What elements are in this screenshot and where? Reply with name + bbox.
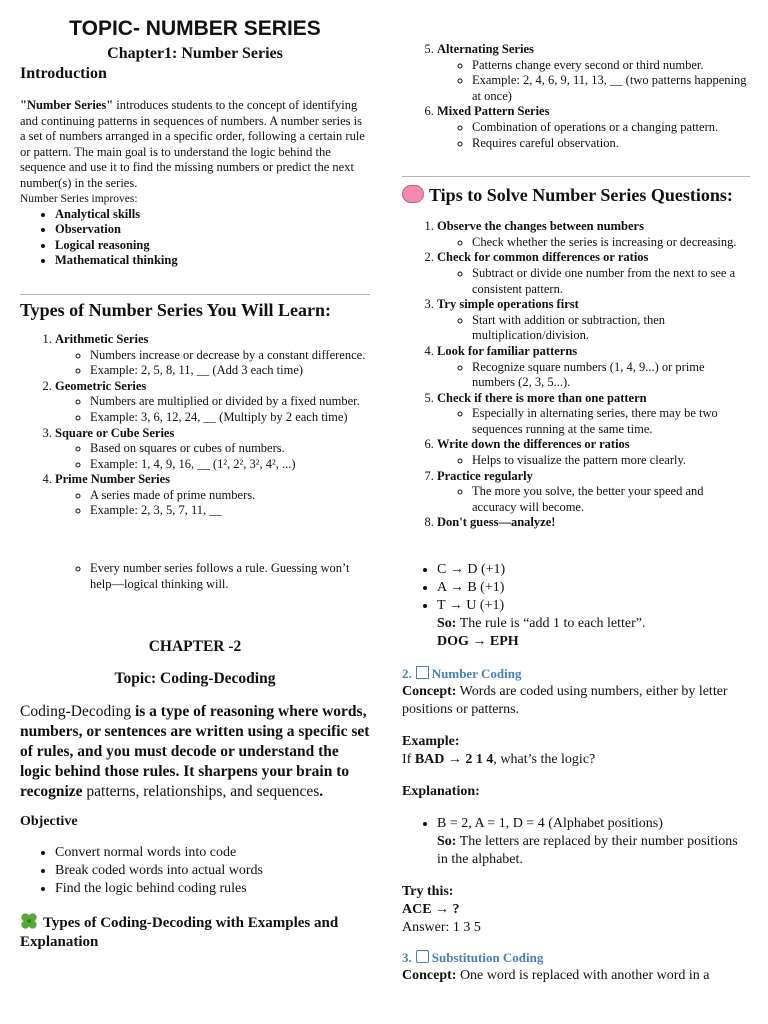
tip-title: Practice regularly — [437, 468, 533, 483]
list-item: ◦ Example: 2, 5, 8, 11, __ (Add 3 each time) — [90, 363, 370, 379]
intro-text: introduces students to the concept of identifying and continuing patterns in sequences of numbers. A number series is a set of numbers arranged in a specific order, following a certain rule or pattern. The main goal is to understand the logic behind the sequence and use it to find the missing numbers or predict the next number(s) in the series. — [20, 98, 365, 190]
tip-title: Look for familiar patterns — [437, 343, 578, 358]
list-item: ◦ Numbers increase or decrease by a constant difference. — [90, 348, 370, 364]
rule-note-list — [20, 561, 370, 592]
types-heading: Types of Number Series You Will Learn: — [20, 299, 332, 320]
list-item — [437, 344, 750, 391]
explanation-label: Explanation: — [402, 784, 480, 800]
expl-so: So: — [437, 834, 457, 850]
section-number: 2. — [402, 666, 412, 682]
concept-number — [402, 683, 750, 719]
list-item: • Analytical skills — [55, 207, 370, 223]
list-item: ◦ Example: 3, 6, 12, 24, __ (Multiply by 2 each time) — [90, 410, 370, 426]
right-column — [402, 0, 750, 985]
type-title: Square or Cube Series — [55, 425, 175, 440]
tip-title: Don't guess—analyze! — [437, 515, 556, 530]
example-if: If — [402, 752, 415, 768]
list-item: • Logical reasoning — [55, 238, 370, 254]
letter-shift-list — [402, 561, 750, 651]
list-item: ◦ Based on squares or cubes of numbers. — [90, 441, 370, 457]
improves-list — [20, 207, 370, 269]
substitution-coding-heading — [402, 949, 750, 967]
type-title: Prime Number Series — [55, 472, 171, 487]
concept-label: Concept: — [402, 968, 457, 984]
divider — [20, 294, 370, 295]
intro-heading: Introduction — [20, 65, 107, 82]
list-item: ◦ Numbers are multiplied or divided by a fixed number. — [90, 394, 370, 410]
list-item — [437, 250, 750, 297]
page-title: TOPIC- NUMBER SERIES — [69, 17, 321, 40]
list-item: ◦ Example: 1, 4, 9, 16, __ (1², 2², 3², 4², ...) — [90, 457, 370, 473]
list-item — [437, 391, 750, 438]
list-item: ◦ Combination of operations or a changing pattern. — [472, 120, 750, 136]
types-cd-heading — [20, 912, 370, 952]
list-item: ◦ Example: 2, 4, 6, 9, 11, 13, __ (two patterns happening at once) — [472, 73, 750, 104]
objective-list — [20, 844, 370, 898]
example-block — [402, 733, 750, 769]
shift-text: T → U (+1) — [437, 598, 505, 614]
list-item: ◦ Especially in alternating series, there may be two sequences running at the same time. — [472, 406, 750, 437]
list-item: ◦ Example: 2, 3, 5, 7, 11, __ — [90, 503, 370, 519]
intro-paragraph — [20, 98, 370, 192]
topic2-heading: Topic: Coding-Decoding — [114, 670, 276, 688]
tips-heading — [402, 183, 750, 207]
chapter1-heading: Chapter1: Number Series — [107, 45, 283, 62]
list-item: ◦ Requires careful observation. — [472, 136, 750, 152]
section-title: Substitution Coding — [431, 950, 544, 966]
explanation-list — [402, 815, 750, 869]
list-item — [437, 515, 750, 531]
objective-heading: Objective — [20, 814, 78, 830]
concept-text: Words are coded using numbers, either by letter positions or patterns. — [402, 684, 728, 718]
numbers-icon — [416, 666, 429, 679]
list-item: ◦ Start with addition or subtraction, then multiplication/division. — [472, 313, 750, 344]
chapter2-heading: CHAPTER -2 — [148, 638, 242, 656]
types-cd-text: Types of Coding-Decoding with Examples and Explanation — [20, 915, 339, 951]
list-item — [437, 297, 750, 344]
concept-substitution — [402, 967, 750, 985]
tip-title: Try simple operations first — [437, 297, 579, 312]
answer: Answer: 1 3 5 — [402, 920, 481, 936]
try-block — [402, 883, 750, 937]
clover-icon — [20, 912, 38, 930]
coding-decoding-paragraph — [20, 702, 370, 802]
list-item — [437, 815, 750, 869]
cd-end: . — [319, 783, 324, 801]
so-label: So: — [437, 616, 457, 632]
example-bad: BAD → 2 1 4 — [414, 752, 494, 768]
type-title: Alternating Series — [437, 42, 534, 56]
so-rule: The rule is “add 1 to each letter”. — [456, 616, 646, 632]
refresh-icon — [416, 950, 429, 963]
list-item: ◦ Recognize square numbers (1, 4, 9...) or prime numbers (2, 3, 5...). — [472, 360, 750, 391]
example-q: , what’s the logic? — [493, 752, 596, 768]
expl-so-text: The letters are replaced by their number positions in the alphabet. — [437, 834, 738, 868]
list-item: • Convert normal words into code — [55, 844, 370, 862]
improves-label: Number Series improves: — [20, 192, 138, 205]
types-list-continued — [402, 42, 750, 151]
try-label: Try this: — [402, 884, 454, 900]
list-item: ◦ Check whether the series is increasing or decreasing. — [472, 235, 750, 251]
tips-list — [402, 219, 750, 531]
number-coding-heading — [402, 665, 750, 683]
tip-title: Observe the changes between numbers — [437, 219, 644, 234]
list-item: • Mathematical thinking — [55, 253, 370, 269]
left-column — [20, 0, 370, 952]
intro-bold: "Number Series" — [20, 98, 114, 112]
cd-bold: is a type of reasoning where words, numbers, or sentences are written using a specific set of rules, and you must decode or understand the logic behind those rules. It sharpens your brain to recognize — [20, 703, 370, 801]
list-item — [55, 332, 370, 379]
example-label: Example: — [402, 734, 460, 750]
list-item — [55, 379, 370, 426]
rule-note: ◦ Every number series follows a rule. Guessing won’t help—logical thinking will. — [90, 561, 370, 592]
types-list — [20, 332, 370, 519]
list-item: ◦ Subtract or divide one number from the next to see a consistent pattern. — [472, 266, 750, 297]
tip-title: Check for common differences or ratios — [437, 250, 649, 265]
list-item — [55, 472, 370, 519]
list-item — [55, 426, 370, 473]
list-item: • C → D (+1) — [437, 561, 750, 579]
brain-icon — [402, 185, 424, 203]
list-item: ◦ Patterns change every second or third number. — [472, 58, 750, 74]
list-item: • Break coded words into actual words — [55, 862, 370, 880]
list-item: ◦ The more you solve, the better your speed and accuracy will become. — [472, 484, 750, 515]
dog-line: DOG → EPH — [437, 634, 519, 650]
tip-title: Write down the differences or ratios — [437, 437, 630, 452]
list-item — [437, 42, 750, 104]
type-title: Geometric Series — [55, 378, 147, 393]
list-item — [437, 469, 750, 516]
concept-label: Concept: — [402, 684, 457, 700]
divider — [402, 176, 750, 177]
concept-text: One word is replaced with another word in a — [456, 968, 710, 984]
cd-lead: Coding-Decoding — [20, 703, 132, 721]
list-item: • Find the logic behind coding rules — [55, 880, 370, 898]
type-title: Arithmetic Series — [55, 331, 149, 346]
section-title: Number Coding — [431, 666, 522, 682]
list-item: ◦ A series made of prime numbers. — [90, 488, 370, 504]
list-item — [437, 219, 750, 250]
tips-heading-text: Tips to Solve Number Series Questions: — [429, 185, 733, 206]
list-item: ◦ Helps to visualize the pattern more clearly. — [472, 453, 750, 469]
section-number: 3. — [402, 950, 412, 966]
list-item: • Observation — [55, 222, 370, 238]
list-item — [437, 437, 750, 468]
list-item — [437, 104, 750, 151]
type-title: Mixed Pattern Series — [437, 104, 550, 119]
try-q: ACE → ? — [402, 902, 460, 918]
list-item — [437, 597, 750, 651]
cd-tail: patterns, relationships, and sequences — [82, 783, 320, 801]
list-item: • A → B (+1) — [437, 579, 750, 597]
expl-item: B = 2, A = 1, D = 4 (Alphabet positions) — [437, 816, 663, 832]
tip-title: Check if there is more than one pattern — [437, 390, 647, 405]
